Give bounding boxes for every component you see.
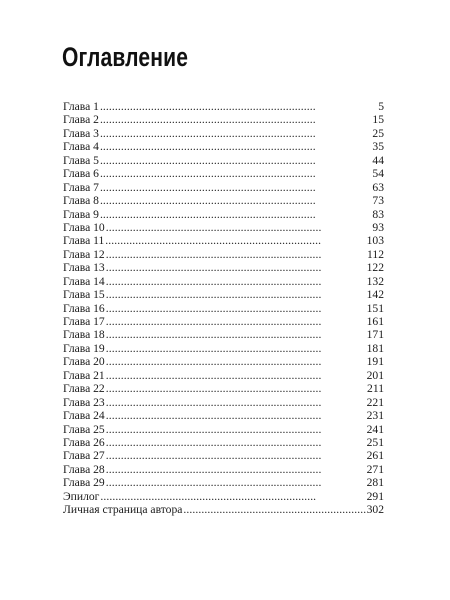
toc-entry-label: Глава 29 xyxy=(63,476,105,490)
toc-entry-page-number: 281 xyxy=(366,476,384,490)
toc-dot-leader xyxy=(106,261,366,274)
toc-entry xyxy=(63,490,384,503)
toc-entry-label: Глава 20 xyxy=(63,355,105,369)
toc-entry-page-number: 191 xyxy=(366,355,384,369)
toc-entry xyxy=(63,382,384,395)
toc-entry xyxy=(63,154,384,167)
toc-entry-page-number: 302 xyxy=(366,503,384,517)
toc-entry xyxy=(63,328,384,341)
toc-dot-leader xyxy=(106,369,366,382)
toc-entry-label: Глава 13 xyxy=(63,261,105,275)
toc-entry-page-number: 63 xyxy=(372,180,384,194)
toc-entry-page-number: 73 xyxy=(372,194,384,208)
toc-entry xyxy=(63,288,384,301)
toc-entry xyxy=(63,261,384,274)
toc-entry-label: Глава 26 xyxy=(63,435,105,449)
toc-entry-page-number: 271 xyxy=(366,462,384,476)
toc-dot-leader xyxy=(106,221,372,234)
toc-entry-label: Глава 17 xyxy=(63,315,105,328)
toc-dot-leader xyxy=(100,194,371,207)
toc-entry xyxy=(63,315,384,328)
toc-entry-page-number: 201 xyxy=(366,368,384,382)
toc-entry-page-number: 5 xyxy=(378,100,384,113)
toc-dot-leader xyxy=(106,302,366,315)
toc-dot-leader xyxy=(106,328,366,341)
toc-entry xyxy=(63,463,384,476)
toc-entry-label: Глава 8 xyxy=(63,194,99,208)
toc-entry-page-number: 171 xyxy=(366,328,384,342)
toc-entry xyxy=(63,275,384,288)
toc-entry xyxy=(63,369,384,382)
toc-entry-page-number: 54 xyxy=(372,167,384,181)
toc-entry-label: Глава 3 xyxy=(63,126,99,140)
toc-entry-page-number: 231 xyxy=(366,409,384,423)
toc-entry xyxy=(63,355,384,368)
toc-entry xyxy=(63,436,384,449)
toc-dot-leader xyxy=(183,503,365,516)
toc-entry xyxy=(63,127,384,140)
page-title: Оглавление xyxy=(62,42,189,72)
toc-dot-leader xyxy=(100,127,371,140)
toc-dot-leader xyxy=(106,423,366,436)
toc-entry-label: Глава 16 xyxy=(63,301,105,315)
toc-entry-label: Глава 2 xyxy=(63,113,99,127)
toc-dot-leader xyxy=(100,140,371,153)
toc-dot-leader xyxy=(106,342,366,355)
toc-entry-page-number: 261 xyxy=(366,449,384,463)
toc-entry-page-number: 181 xyxy=(366,341,384,355)
toc-entry-label: Глава 19 xyxy=(63,341,105,355)
toc-entry-label: Глава 6 xyxy=(63,167,99,181)
toc-entry xyxy=(63,113,384,126)
toc-entry-label: Глава 24 xyxy=(63,409,105,423)
toc-dot-leader xyxy=(105,234,365,247)
toc-entry-page-number: 142 xyxy=(366,288,384,302)
toc-entry-page-number: 151 xyxy=(366,301,384,315)
toc-dot-leader xyxy=(106,396,366,409)
toc-dot-leader xyxy=(100,154,371,167)
toc-entry xyxy=(63,221,384,234)
toc-dot-leader xyxy=(106,463,366,476)
toc-entry-page-number: 35 xyxy=(372,140,384,154)
toc-entry xyxy=(63,234,384,247)
toc-entry-label: Глава 22 xyxy=(63,382,105,396)
toc-entry-page-number: 291 xyxy=(366,489,384,503)
toc-entry-page-number: 251 xyxy=(366,435,384,449)
toc-entry-page-number: 132 xyxy=(366,274,384,288)
toc-entry xyxy=(63,194,384,207)
toc-entry-label: Личная страница автора xyxy=(63,503,183,517)
toc-entry xyxy=(63,396,384,409)
toc-entry-page-number: 161 xyxy=(366,315,384,328)
toc-entry-label: Глава 11 xyxy=(63,234,105,248)
toc-entry xyxy=(63,167,384,180)
toc-entry-page-number: 44 xyxy=(372,153,384,167)
toc-dot-leader xyxy=(106,248,366,261)
toc-entry-label: Глава 27 xyxy=(63,449,105,463)
toc-entry-page-number: 83 xyxy=(372,207,384,221)
toc-entry-label: Глава 1 xyxy=(63,100,99,113)
toc-entry xyxy=(63,409,384,422)
toc-entry-label: Глава 21 xyxy=(63,368,105,382)
toc-entry-page-number: 241 xyxy=(366,422,384,436)
toc-dot-leader xyxy=(100,100,377,113)
toc-entry-page-number: 122 xyxy=(366,261,384,275)
toc-entry-label: Глава 5 xyxy=(63,153,99,167)
toc-entry-label: Глава 23 xyxy=(63,395,105,409)
toc-entry-label: Эпилог xyxy=(63,489,100,503)
toc-entry xyxy=(63,476,384,489)
toc-entry-label: Глава 15 xyxy=(63,288,105,302)
toc-entry-label: Глава 18 xyxy=(63,328,105,342)
toc-dot-leader xyxy=(100,181,371,194)
toc-entry-label: Глава 4 xyxy=(63,140,99,154)
toc-entry-label: Глава 12 xyxy=(63,247,105,261)
toc-entry xyxy=(63,100,384,113)
toc-entry-page-number: 221 xyxy=(366,395,384,409)
toc-entry xyxy=(63,342,384,355)
toc-entry-page-number: 93 xyxy=(372,220,384,234)
toc-dot-leader xyxy=(100,113,371,126)
toc-entry-label: Глава 9 xyxy=(63,207,99,221)
toc-entry-label: Глава 14 xyxy=(63,274,105,288)
toc-entry-page-number: 25 xyxy=(372,126,384,140)
toc-dot-leader xyxy=(106,382,366,395)
toc-entry-label: Глава 25 xyxy=(63,422,105,436)
toc-dot-leader xyxy=(106,436,366,449)
toc-dot-leader xyxy=(106,315,366,328)
toc-dot-leader xyxy=(100,490,365,503)
toc-entry-page-number: 103 xyxy=(366,234,384,248)
toc-entry xyxy=(63,181,384,194)
toc-entry xyxy=(63,140,384,153)
toc-entry xyxy=(63,503,384,516)
toc-dot-leader xyxy=(100,208,371,221)
table-of-contents xyxy=(63,100,384,517)
toc-entry-page-number: 211 xyxy=(367,382,384,396)
toc-dot-leader xyxy=(106,288,366,301)
toc-dot-leader xyxy=(100,167,371,180)
toc-entry xyxy=(63,208,384,221)
toc-entry-label: Глава 7 xyxy=(63,180,99,194)
toc-entry-page-number: 15 xyxy=(372,113,384,127)
toc-dot-leader xyxy=(106,355,366,368)
toc-entry xyxy=(63,449,384,462)
toc-dot-leader xyxy=(106,409,366,422)
toc-entry-label: Глава 28 xyxy=(63,462,105,476)
toc-entry xyxy=(63,423,384,436)
toc-entry-page-number: 112 xyxy=(367,247,384,261)
toc-entry xyxy=(63,248,384,261)
toc-dot-leader xyxy=(106,476,366,489)
toc-entry-label: Глава 10 xyxy=(63,220,105,234)
toc-entry xyxy=(63,302,384,315)
toc-dot-leader xyxy=(106,275,366,288)
toc-dot-leader xyxy=(106,449,366,462)
